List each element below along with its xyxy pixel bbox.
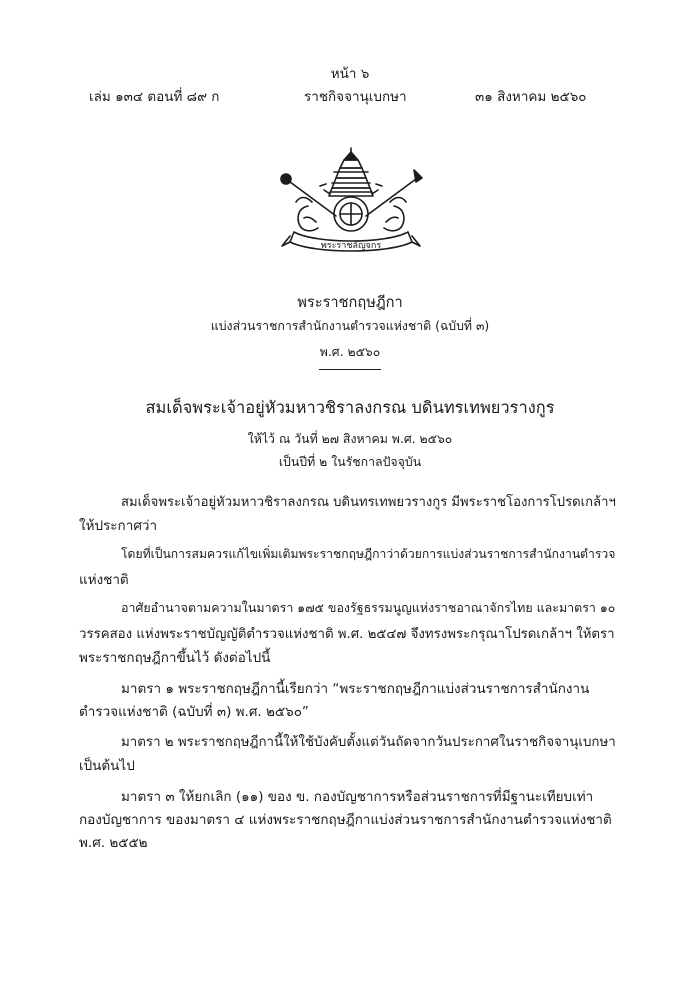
royal-garuda-emblem-icon — [276, 146, 426, 258]
paragraph-1-line-2: ให้ประกาศว่า — [79, 518, 158, 534]
paragraph-2-line-1: โดยที่เป็นการสมควรแก้ไขเพิ่มเติมพระราชกฤษฎีกาว่าด้วยการแบ่งส่วนราชการสำนักงานตำรวจ — [121, 547, 616, 561]
king-name: สมเด็จพระเจ้าอยู่หัวมหาวชิราลงกรณ บดินทรเทพยวรางกูร — [145, 398, 555, 417]
section-3-line-2: กองบัญชาการ ของมาตรา ๔ แห่งพระราชกฤษฎีกาแบ่งส่วนราชการสำนักงานตำรวจแห่งชาติ — [79, 812, 612, 828]
paragraph-3-line-3: พระราชกฤษฎีกาขึ้นไว้ ดังต่อไปนี้ — [79, 650, 271, 666]
section-2-line-2: เป็นต้นไป — [79, 758, 135, 774]
divider — [319, 369, 381, 370]
gazette-date: ๓๑ สิงหาคม ๒๕๖๐ — [475, 89, 587, 105]
decree-title: พระราชกฤษฎีกา — [297, 294, 403, 311]
paragraph-2-line-2: แห่งชาติ — [79, 572, 129, 588]
section-3-line-3: พ.ศ. ๒๕๕๒ — [79, 835, 148, 851]
given-date: ให้ไว้ ณ วันที่ ๒๗ สิงหาคม พ.ศ. ๒๕๖๐ — [247, 432, 453, 446]
section-1-line-2: ตำรวจแห่งชาติ (ฉบับที่ ๓) พ.ศ. ๒๕๖๐” — [79, 704, 309, 720]
decree-year: พ.ศ. ๒๕๖๐ — [319, 345, 381, 359]
section-3-line-1: มาตรา ๓ ให้ยกเลิก (๑๑) ของ ข. กองบัญชาการหรือส่วนราชการที่มีฐานะเทียบเท่า — [121, 789, 594, 805]
paragraph-1-line-1: สมเด็จพระเจ้าอยู่หัวมหาวชิราลงกรณ บดินทรเทพยวรางกูร มีพระราชโองการโปรดเกล้าฯ — [121, 495, 616, 510]
decree-subtitle: แบ่งส่วนราชการสำนักงานตำรวจแห่งชาติ (ฉบับที่ ๓) — [210, 319, 490, 333]
paragraph-3-line-2: วรรคสอง แห่งพระราชบัญญัติตำรวจแห่งชาติ พ.ศ. ๒๕๔๗ จึงทรงพระกรุณาโปรดเกล้าฯ ให้ตรา — [79, 627, 615, 642]
paragraph-3-line-1: อาศัยอำนาจตามความในมาตรา ๑๗๕ ของรัฐธรรมนูญแห่งราชอาณาจักรไทย และมาตรา ๑๐ — [121, 600, 616, 615]
section-1-line-1: มาตรา ๑ พระราชกฤษฎีกานี้เรียกว่า “พระราชกฤษฎีกาแบ่งส่วนราชการสำนักงาน — [121, 681, 590, 697]
volume-issue: เล่ม ๑๓๔ ตอนที่ ๘๙ ก — [89, 89, 220, 105]
emblem-ribbon-text: พระราชลัญจกร — [320, 241, 382, 251]
reign-year: เป็นปีที่ ๒ ในรัชกาลปัจจุบัน — [278, 455, 422, 469]
section-2-line-1: มาตรา ๒ พระราชกฤษฎีกานี้ให้ใช้บังคับตั้งแต่วันถัดจากวันประกาศในราชกิจจานุเบกษา — [121, 735, 616, 750]
gazette-name: ราชกิจจานุเบกษา — [304, 89, 407, 105]
page-number: หน้า ๖ — [330, 66, 370, 82]
